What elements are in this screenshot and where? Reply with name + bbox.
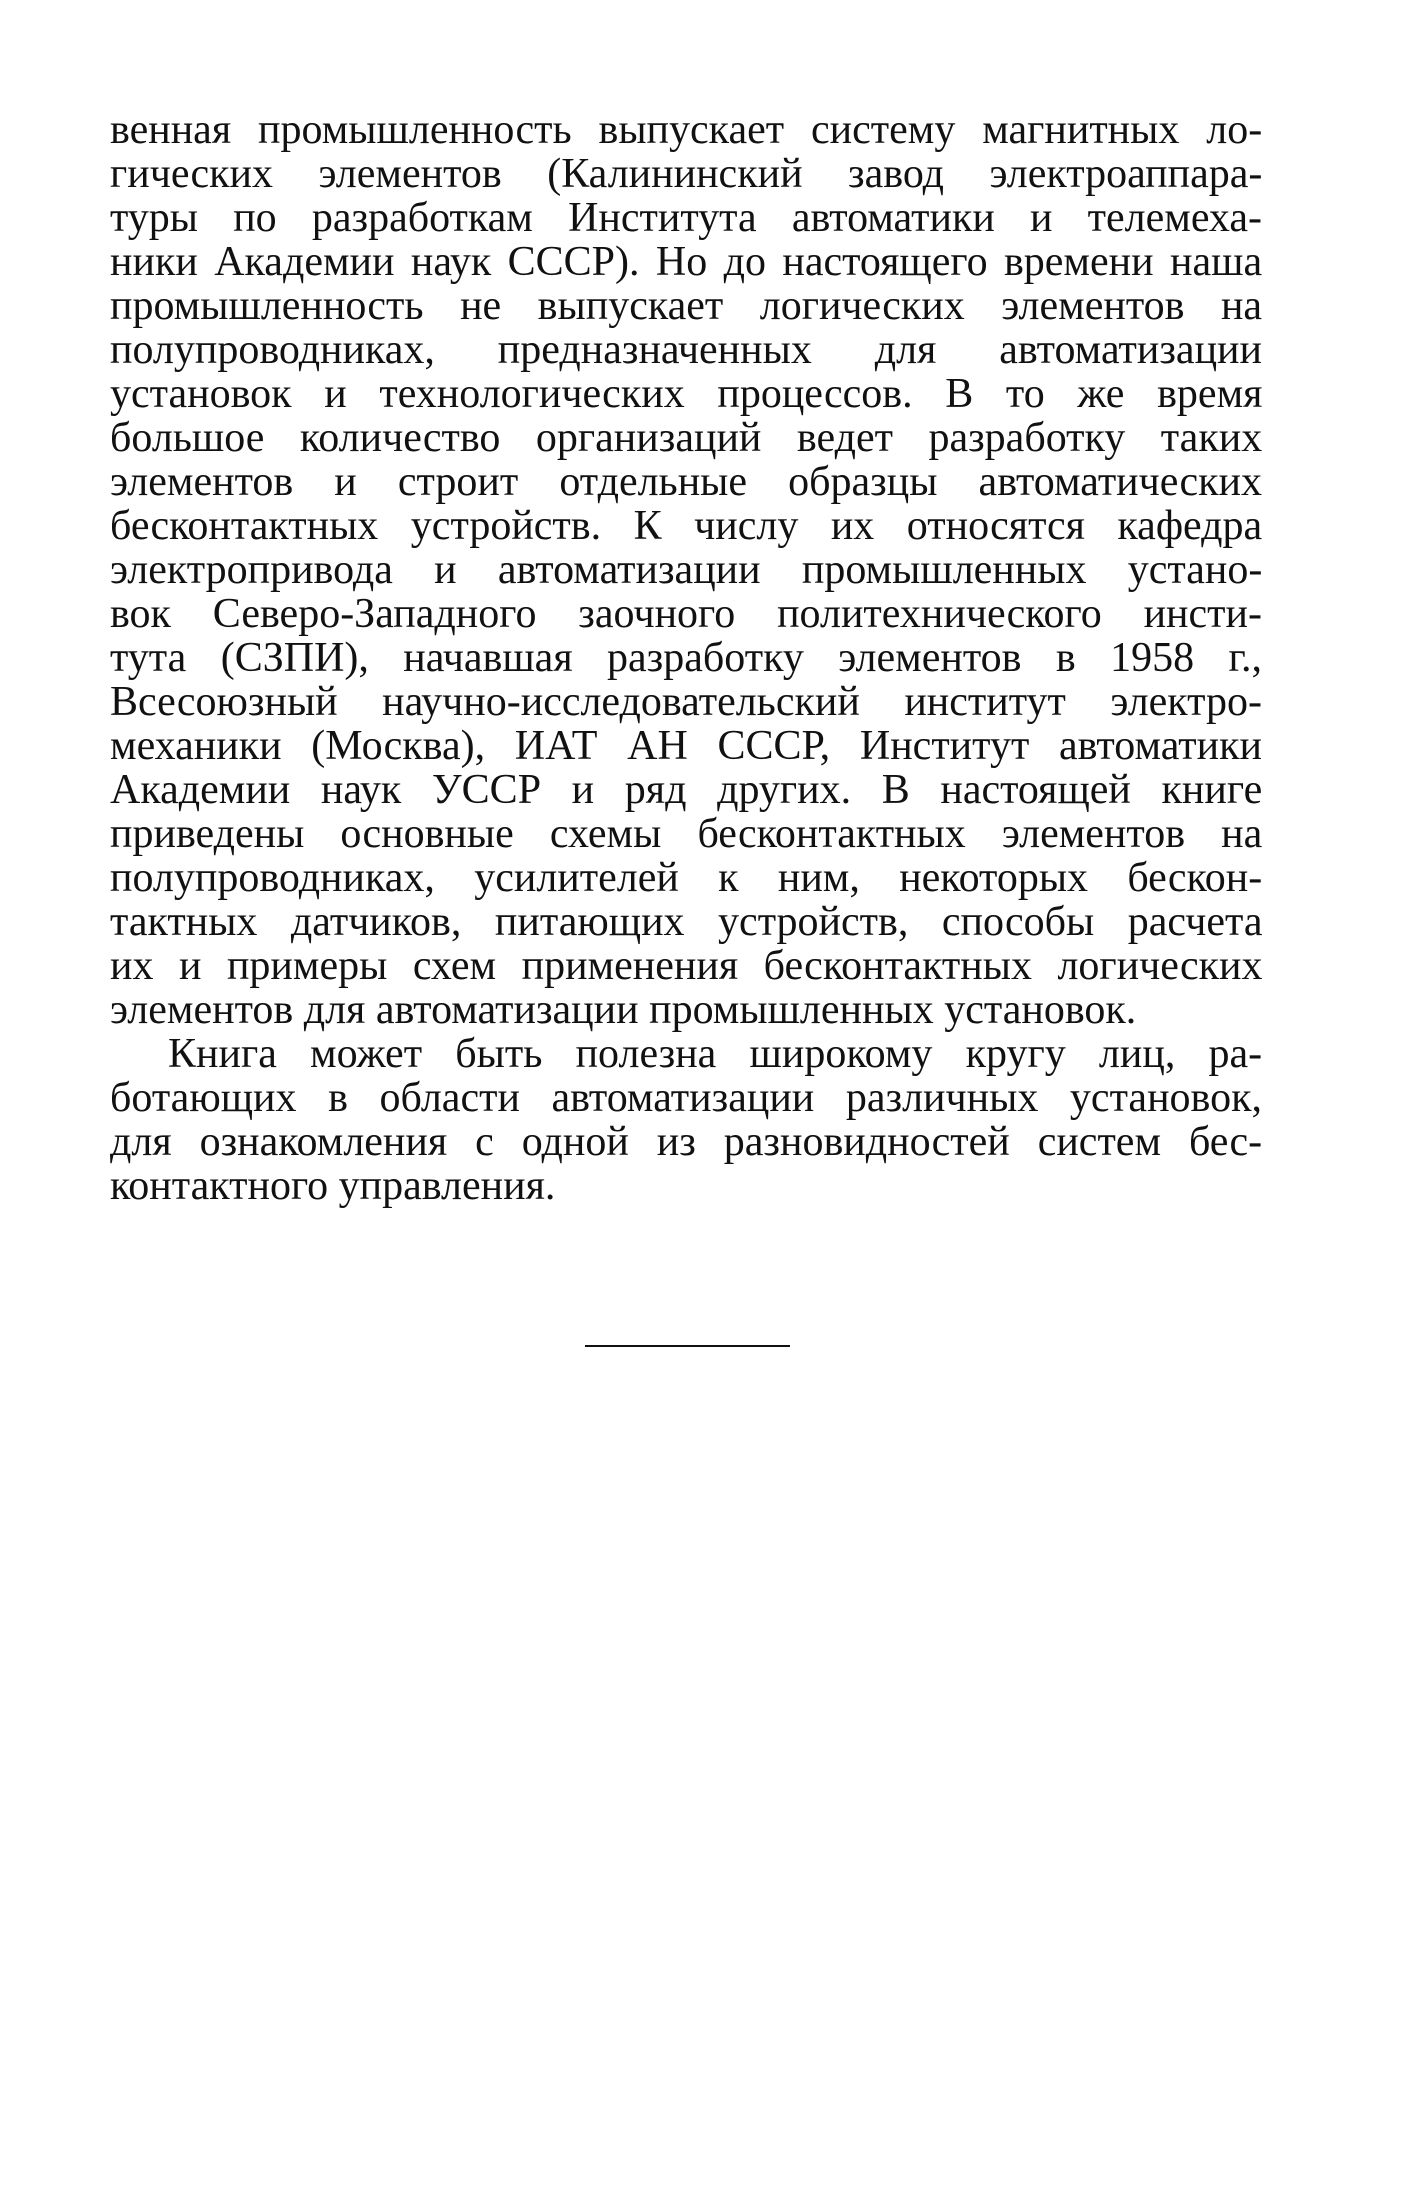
paragraph-1-line: тута (СЗПИ), начавшая разработку элементов в 1958 г., [110, 635, 1262, 681]
section-divider [585, 1345, 790, 1347]
paragraph-1-line: вок Северо-Западного заочного политехнического инсти- [110, 591, 1262, 637]
paragraph-2-line: Книга может быть полезна широкому кругу лиц, ра- [168, 1031, 1263, 1077]
paragraph-1-line: ники Академии наук СССР). Но до настоящего времени наша [110, 239, 1263, 285]
body-text [110, 108, 1262, 1208]
paragraph-1-line: электропривода и автоматизации промышленных устано- [110, 547, 1263, 593]
paragraph-1-line: полупроводниках, усилителей к ним, некоторых бескон- [110, 855, 1263, 901]
paragraph-1-line: Академии наук УССР и ряд других. В настоящей книге [110, 767, 1263, 813]
paragraph-1-line: тактных датчиков, питающих устройств, способы расчета [110, 899, 1263, 945]
paragraph-1-line: их и примеры схем применения бесконтактных логических [110, 943, 1263, 989]
paragraph-1-line: венная промышленность выпускает систему магнитных ло- [110, 107, 1263, 153]
paragraph-1-line: элементов для автоматизации промышленных установок. [110, 987, 1137, 1033]
paragraph-2-line: для ознакомления с одной из разновидностей систем бес- [110, 1119, 1263, 1165]
paragraph-1-line: элементов и строит отдельные образцы автоматических [110, 459, 1262, 505]
paragraph-1-line: большое количество организаций ведет разработку таких [110, 415, 1263, 461]
paragraph-1-line: полупроводниках, предназначенных для автоматизации [110, 327, 1262, 373]
paragraph-1-line: Всесоюзный научно-исследовательский институт электро- [110, 679, 1262, 725]
paragraph-1-line: промышленность не выпускает логических элементов на [110, 283, 1263, 329]
paragraph-1-line: приведены основные схемы бесконтактных элементов на [110, 811, 1263, 857]
paragraph-1-line: гических элементов (Калининский завод электроаппара- [110, 151, 1263, 197]
paragraph-2-line: ботающих в области автоматизации различных установок, [110, 1075, 1262, 1121]
paragraph-1-line: механики (Москва), ИАТ АН СССР, Институт автоматики [110, 723, 1262, 769]
paragraph-1-line: туры по разработкам Института автоматики и телемеха- [110, 195, 1262, 241]
paragraph-2-line: контактного управления. [110, 1163, 556, 1209]
paragraph-1-line: установок и технологических процессов. В то же время [110, 371, 1263, 417]
paragraph-1-line: бесконтактных устройств. К числу их относятся кафедра [110, 503, 1263, 549]
